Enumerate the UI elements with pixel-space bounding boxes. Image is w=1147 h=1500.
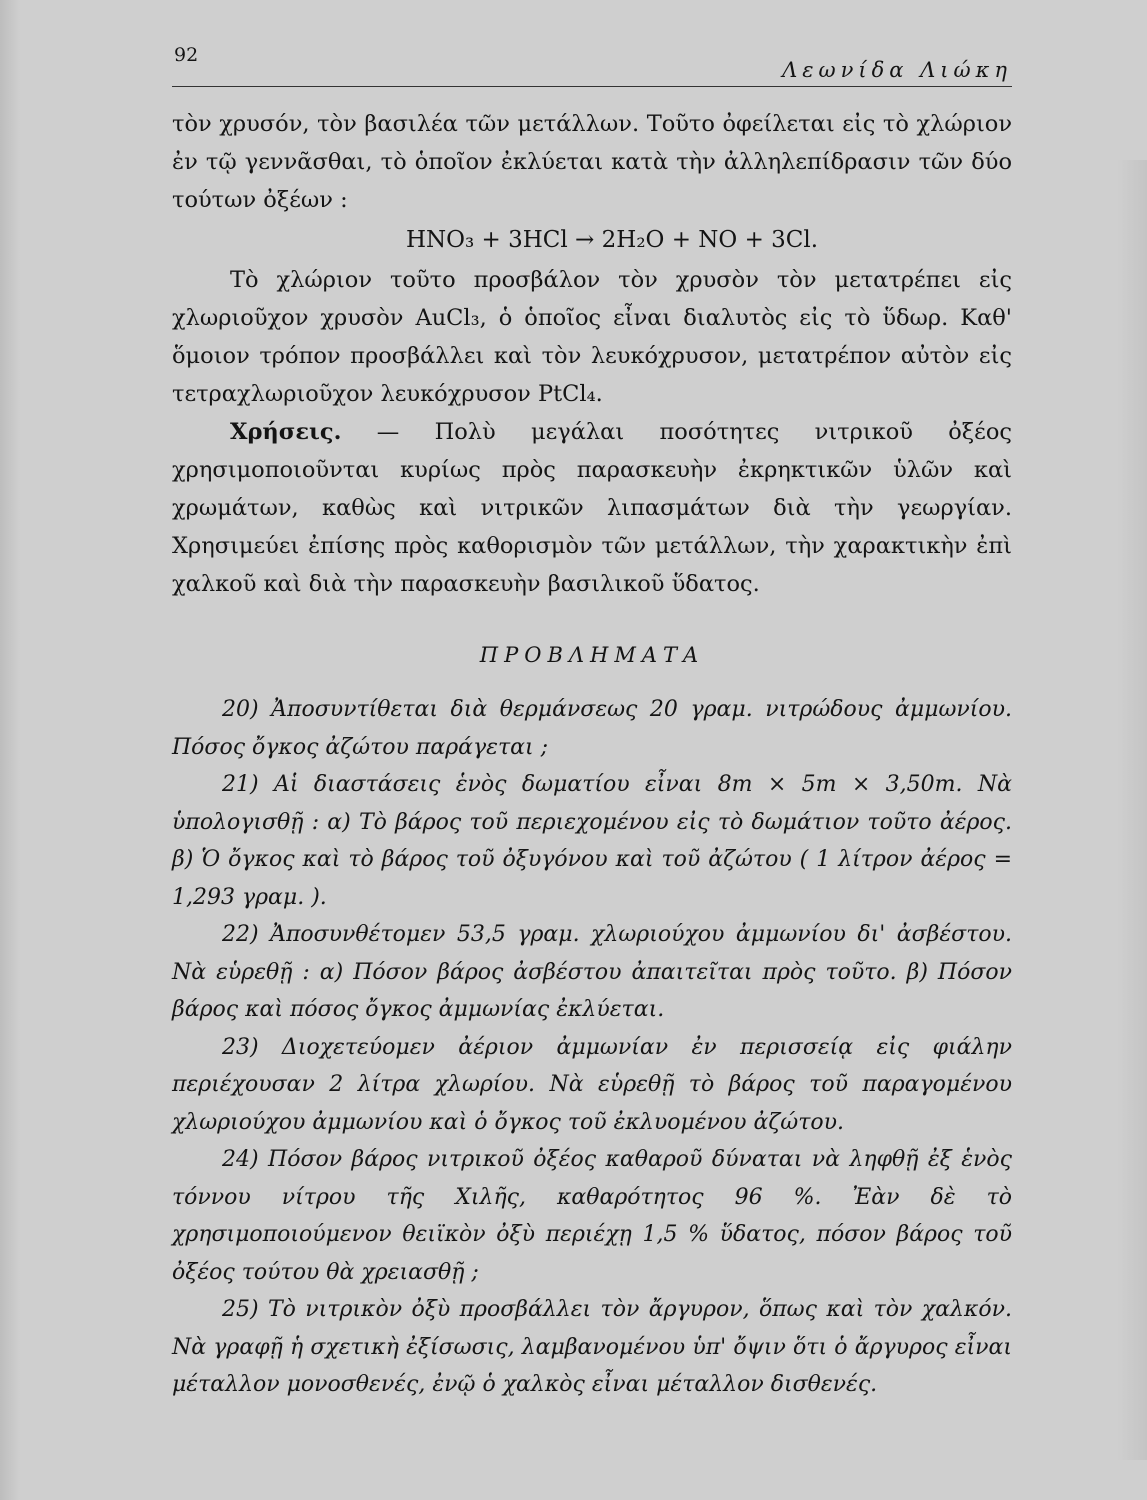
problem-21: 21) Αἱ διαστάσεις ἑνὸς δωματίου εἶναι 8m × 5m × 3,50m. Νὰ ὑπολογισθῇ : α) Τὸ βάρος τοῦ περιεχομένου εἰς τὸ δωμάτιον τοῦτο ἀέρος. β) Ὁ ὄγκος καὶ τὸ βάρος τοῦ ὀξυγόνου καὶ τοῦ ἀζώτου ( 1 λίτρον ἀέρος = 1,293 γραμ. ). (172, 772, 1012, 910)
page-gutter-shadow (0, 0, 20, 1500)
problem-23: 23) Διοχετεύομεν ἀέριον ἀμμωνίαν ἐν περισσείᾳ εἰς φιάλην περιέχουσαν 2 λίτρα χλωρίου. Νὰ εὑρεθῇ τὸ βάρος τοῦ παραγομένου χλωριούχου ἀμμωνίου καὶ ὁ ὄγκος τοῦ ἐκλυομένου ἀζώτου. (172, 1034, 1012, 1135)
uses-heading: Χρήσεις. (230, 419, 342, 445)
page-number: 92 (174, 44, 199, 66)
chemical-equation: HNO₃ + 3HCl → 2H₂O + NO + 3Cl. (405, 227, 819, 253)
problem-20: 20) Ἀποσυντίθεται διὰ θερμάνσεως 20 γραμ. νιτρώδους ἀμμωνίου. Πόσος ὄγκος ἀζώτου παράγεται ; (172, 697, 1012, 760)
page-header (172, 34, 1012, 87)
problem-22: 22) Ἀποσυνθέτομεν 53,5 γραμ. χλωριούχου ἀμμωνίου δι' ἀσβέστου. Νὰ εὑρεθῇ : α) Πόσον βάρος ἀσβέστου ἀπαιτεῖται πρὸς τοῦτο. β) Πόσον βάρος καὶ πόσος ὄγκος ἀμμωνίας ἐκλύεται. (172, 922, 1012, 1022)
running-head: Λεωνίδα Λιώκη (782, 58, 1012, 82)
paragraph-chlorine: Τὸ χλώριον τοῦτο προσβάλον τὸν χρυσὸν τὸν μετατρέπει εἰς χλωριοῦχον χρυσὸν AuCl₃, ὁ ὁποῖος εἶναι διαλυτὸς εἰς τὸ ὕδωρ. Καθ' ὅμοιον τρόπον προσβάλλει καὶ τὸν λευκόχρυσον, μετατρέπον αὐτὸν εἰς τετραχλωριοῦχον λευκόχρυσον PtCl₄. (172, 267, 1012, 407)
page-edge-shadow (1117, 160, 1147, 1460)
problems-title: ΠΡΟΒΛΗΜΑΤΑ (479, 643, 705, 667)
uses-text: — Πολὺ μεγάλαι ποσότητες νιτρικοῦ ὀξέος χρησιμοποιοῦνται κυρίως πρὸς παρασκευὴν ἐκρηκτικῶν ὑλῶν καὶ χρωμάτων, καθὼς καὶ νιτρικῶν λιπασμάτων διὰ τὴν γεωργίαν. Χρησιμεύει ἐπίσης πρὸς καθορισμὸν τῶν μετάλλων, τὴν χαρακτικὴν ἐπὶ χαλκοῦ καὶ διὰ τὴν παρασκευὴν βασιλικοῦ ὕδατος. (172, 419, 1012, 597)
page-body (172, 105, 1012, 1404)
paragraph-gold-reaction: τὸν χρυσόν, τὸν βασιλέα τῶν μετάλλων. Τοῦτο ὀφείλεται εἰς τὸ χλώριον ἐν τῷ γεννᾶσθαι, τὸ ὁποῖον ἐκλύεται κατὰ τὴν ἀλληλεπίδρασιν τῶν δύο τούτων ὀξέων : (172, 111, 1012, 213)
problem-25: 25) Τὸ νιτρικὸν ὀξὺ προσβάλλει τὸν ἄργυρον, ὅπως καὶ τὸν χαλκόν. Νὰ γραφῇ ἡ σχετικὴ ἐξίσωσις, λαμβανομένου ὑπ' ὄψιν ὅτι ὁ ἄργυρος εἶναι μέταλλον μονοσθενές, ἐνῷ ὁ χαλκὸς εἶναι μέταλλον δισθενές. (172, 1297, 1012, 1397)
problem-24: 24) Πόσον βάρος νιτρικοῦ ὀξέος καθαροῦ δύναται νὰ ληφθῇ ἐξ ἑνὸς τόννου νίτρου τῆς Χιλῆς, καθαρότητος 96 %. Ἐὰν δὲ τὸ χρησιμοποιούμενον θειϊκὸν ὀξὺ περιέχῃ 1,5 % ὕδατος, πόσον βάρος τοῦ ὀξέος τούτου θὰ χρειασθῇ ; (172, 1147, 1012, 1285)
paragraph-uses (172, 413, 1012, 603)
